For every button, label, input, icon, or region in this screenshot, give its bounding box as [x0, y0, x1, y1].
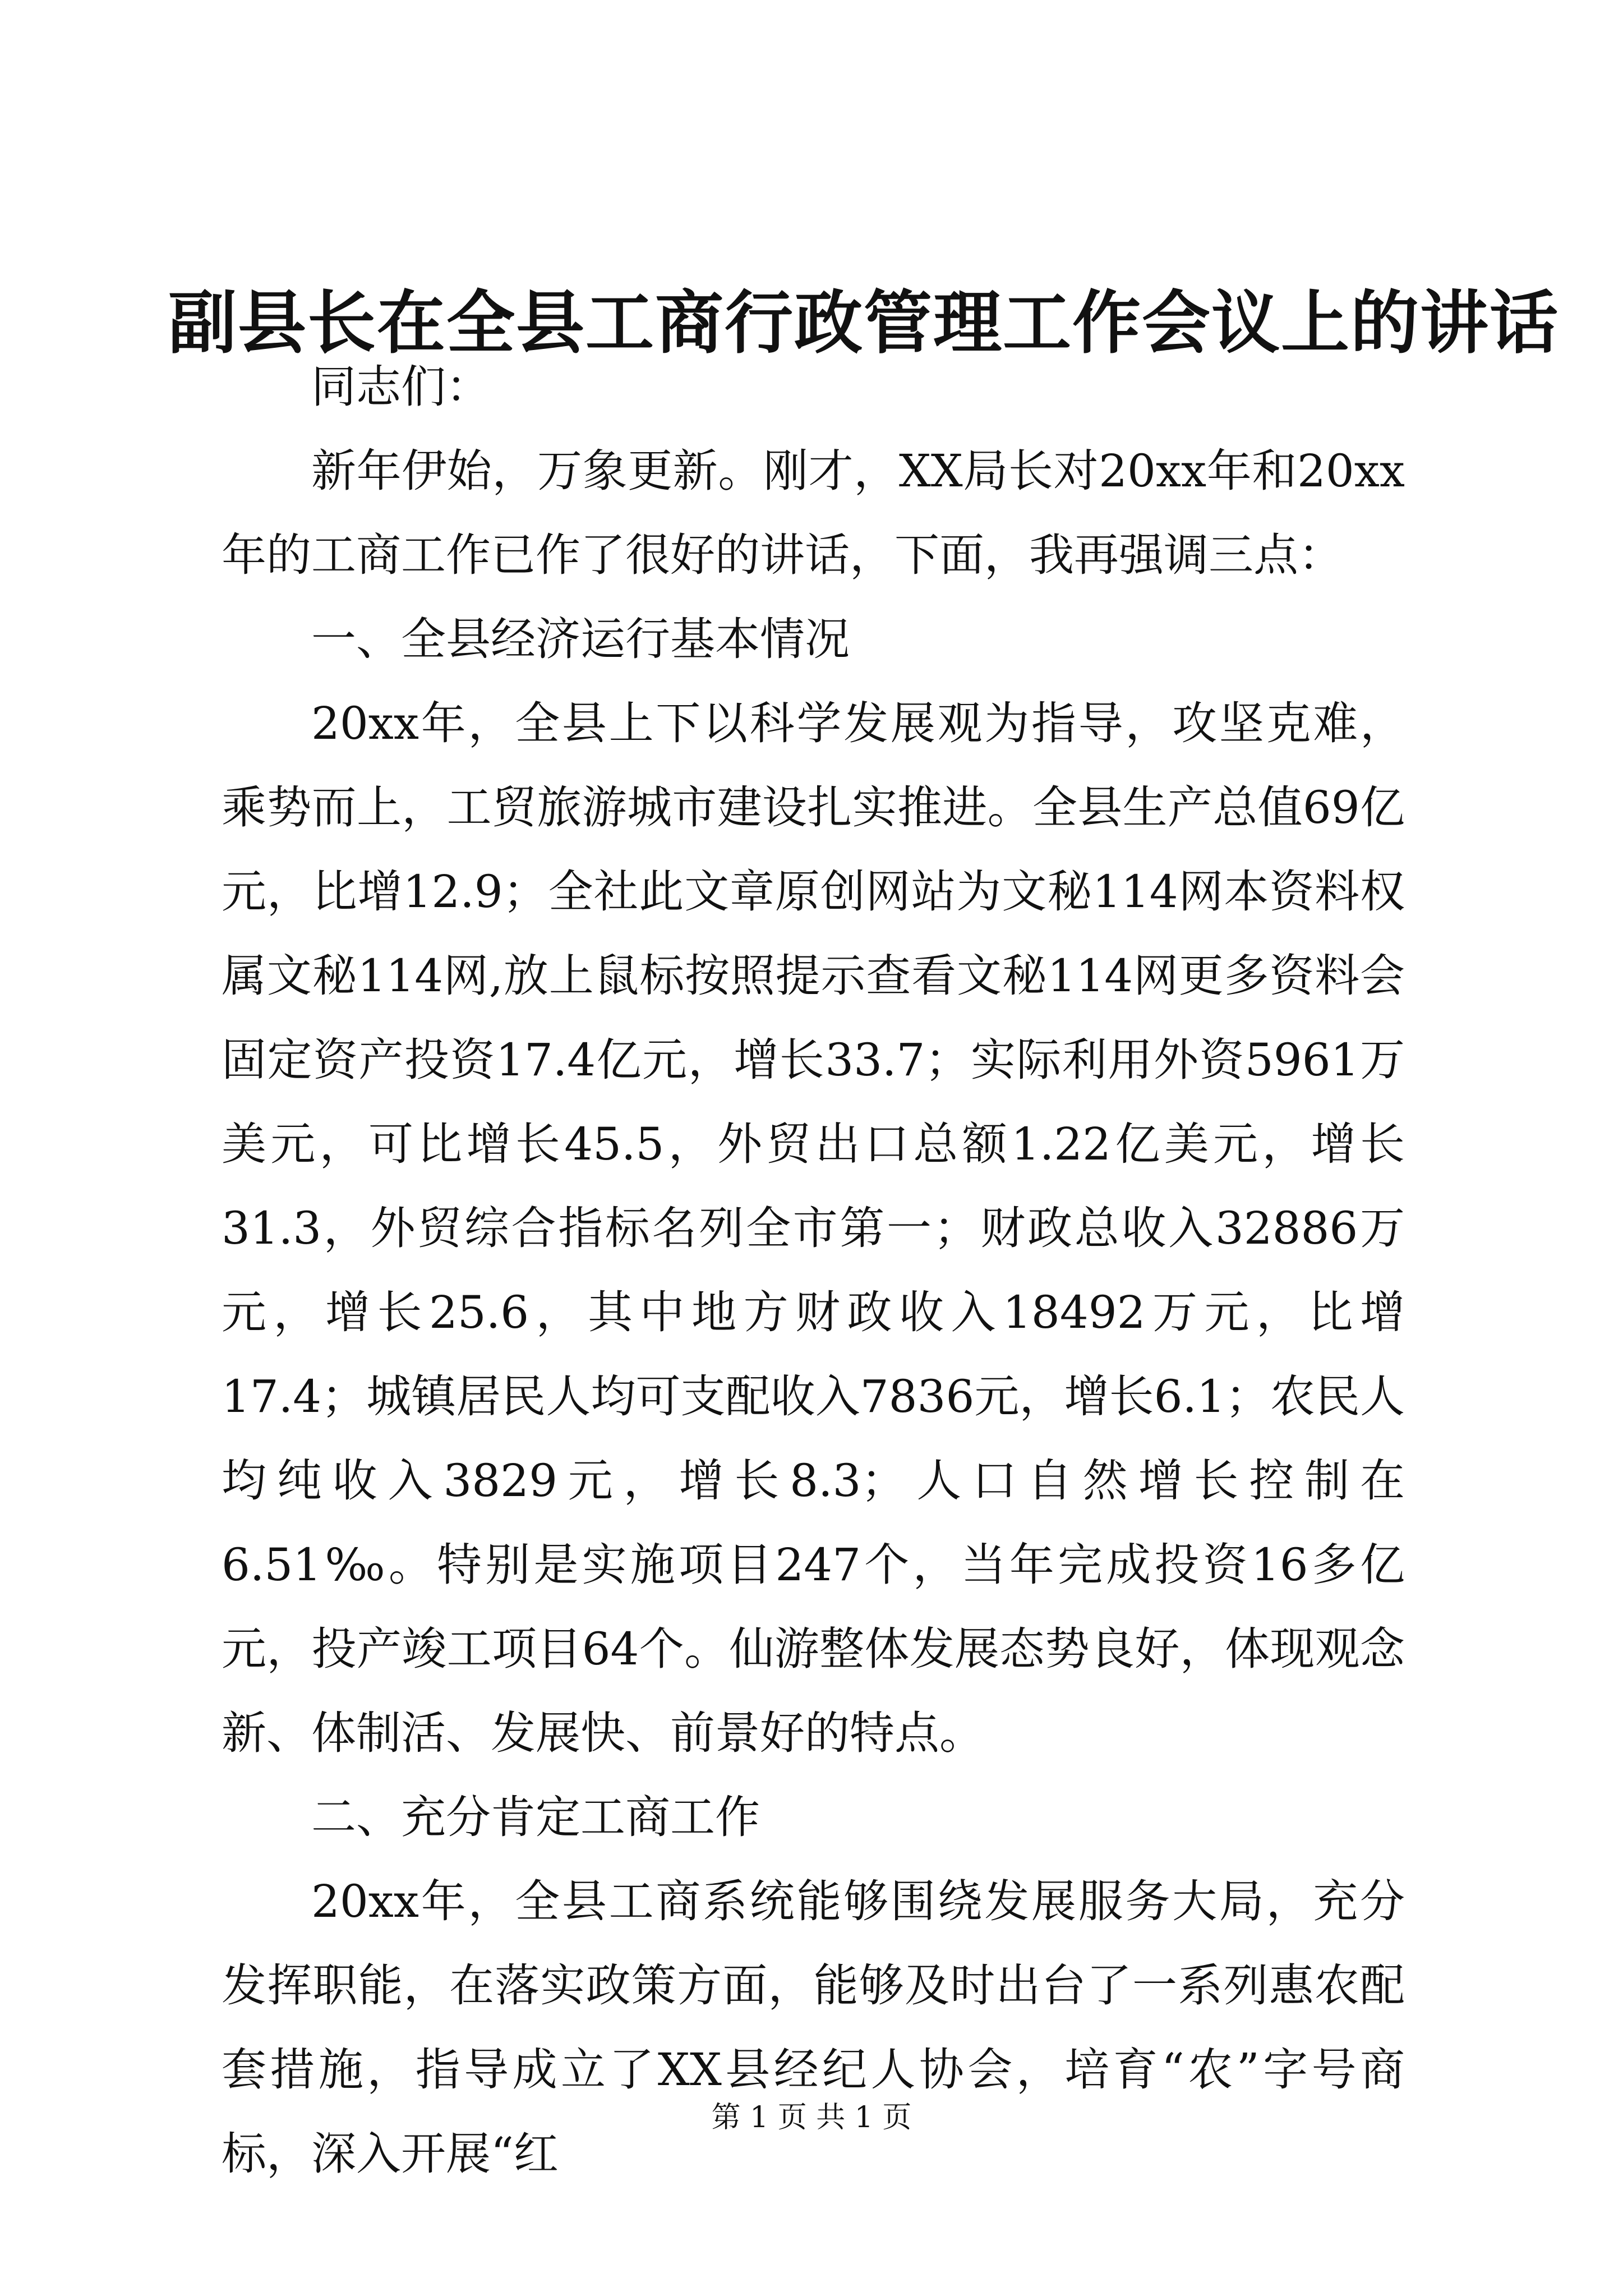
page-footer: 第 1 页 共 1 页 [711, 2101, 912, 2134]
section-heading-2: 二、充分肯定工商工作 [311, 1791, 760, 1843]
document-title: 副县长在全县工商行政管理工作会议上的讲话 [168, 282, 1559, 363]
paragraph-intro: 新年伊始，万象更新。刚才，XX局长对20xx年和20xx年的工商工作已作了很好的讲话，下面，我再强调三点： [222, 445, 1405, 581]
salutation: 同志们： [311, 361, 491, 413]
document-body [222, 345, 1405, 2196]
paragraph-economy: 20xx年，全县上下以科学发展观为指导，攻坚克难，乘势而上，工贸旅游城市建设扎实推进。全县生产总值69亿元，比增12.9；全社此文章原创网站为文秘114网本资料权属文秘114网,放上鼠标按照提示查看文秘114网更多资料会固定资产投资17.4亿元，增长33.7；实际利用外资5961万美元，可比增长45.5，外贸出口总额1.22亿美元，增长31.3，外贸综合指标名列全市第一；财政总收入32886万元，增长25.6，其中地方财政收入18492万元，比增17.4；城镇居民人均可支配收入7836元，增长6.1；农民人均纯收入3829元，增长8.3；人口自然增长控制在6.51‰。特别是实施项目247个，当年完成投资16多亿元，投产竣工项目64个。仙游整体发展态势良好，体现观念新、体制活、发展快、前景好的特点。 [222, 697, 1405, 1759]
paragraph-commerce: 20xx年，全县工商系统能够围绕发展服务大局，充分发挥职能，在落实政策方面，能够及时出台了一系列惠农配套措施，指导成立了XX县经纪人协会，培育“农”字号商标，深入开展“红 [222, 1875, 1405, 2180]
section-heading-1: 一、全县经济运行基本情况 [311, 613, 850, 665]
